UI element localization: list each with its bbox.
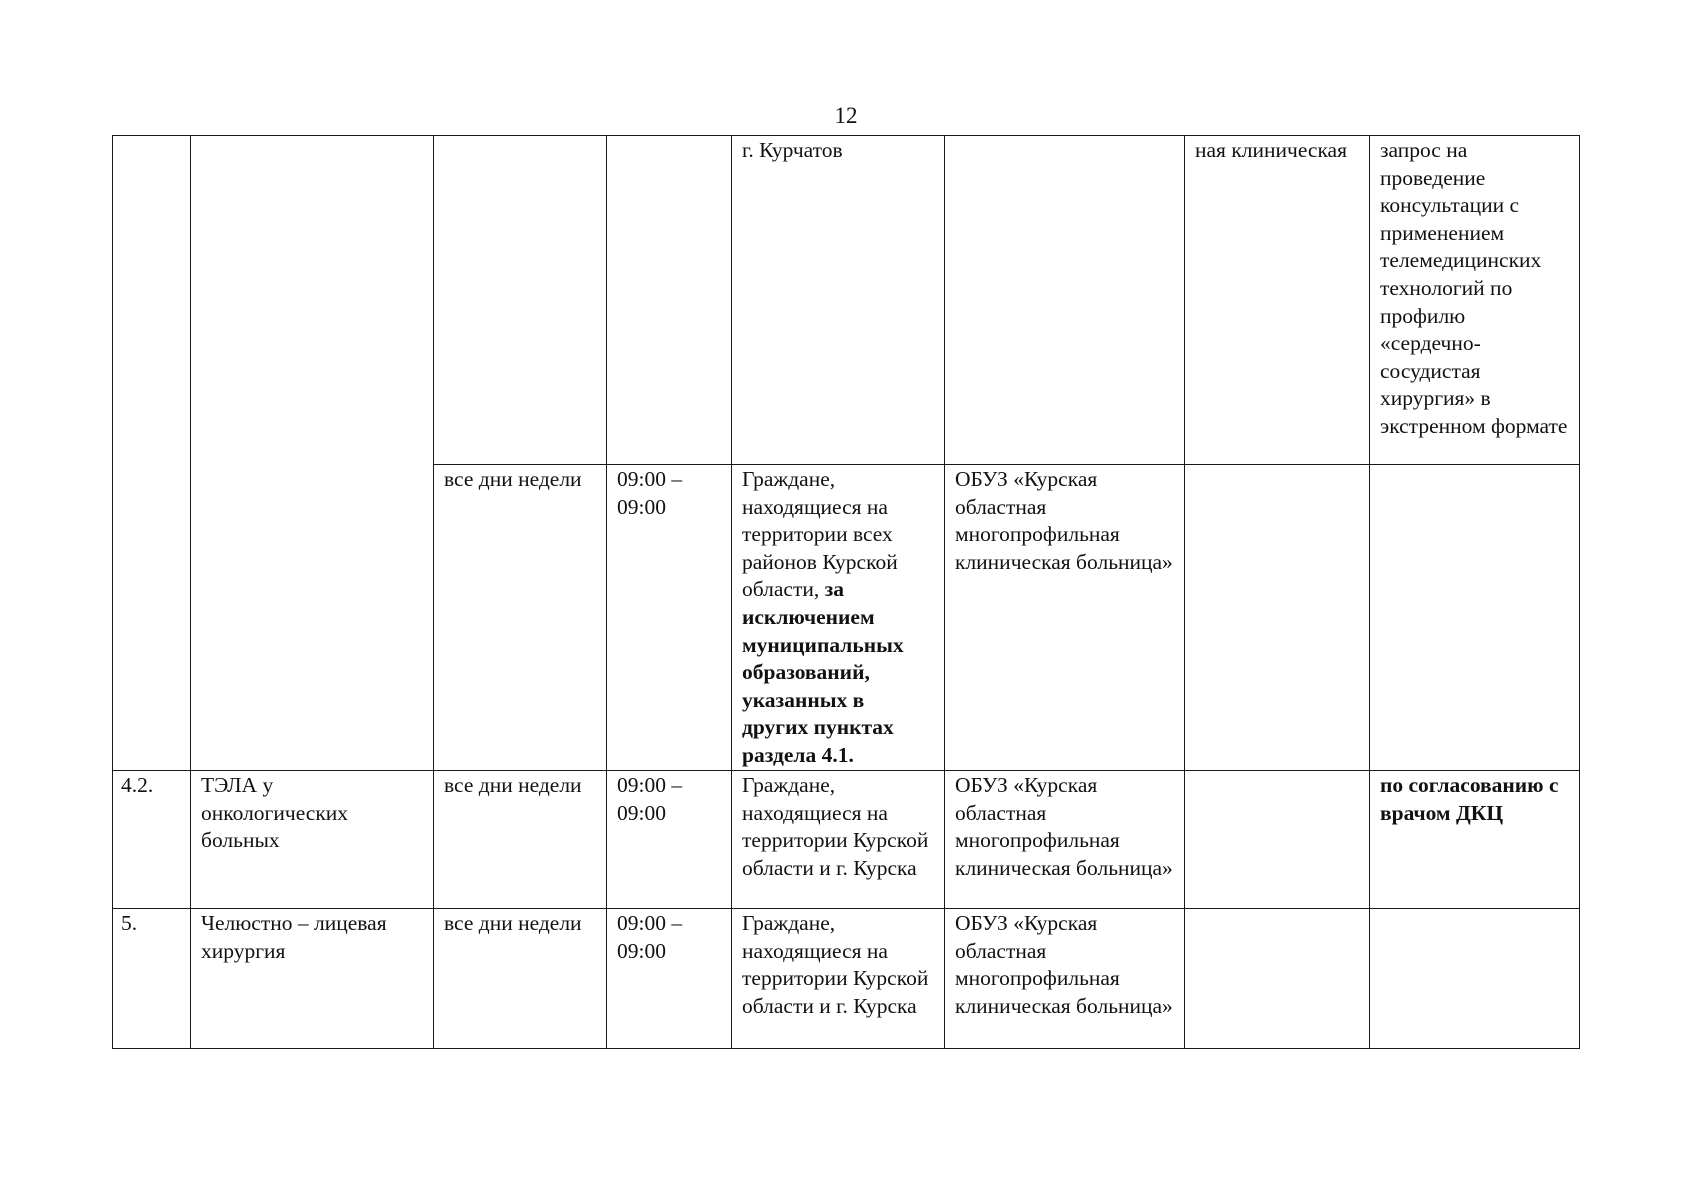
cell-category bbox=[1185, 465, 1370, 771]
cell-institution bbox=[945, 465, 1185, 771]
institution-text: ОБУЗ «Курская областная многопрофильная клиническая больница» bbox=[955, 467, 1173, 574]
page-number: 12 bbox=[834, 103, 858, 128]
institution-text: ОБУЗ «Курская областная многопрофильная клиническая больница» bbox=[955, 773, 1173, 880]
hours-text: 09:00 – 09:00 bbox=[617, 911, 683, 963]
days-text: все дни недели bbox=[444, 911, 582, 935]
cell-note-continuation bbox=[1370, 136, 1580, 465]
cell-note bbox=[1370, 771, 1580, 909]
hours-text: 09:00 – 09:00 bbox=[617, 467, 683, 519]
cell-note bbox=[1370, 909, 1580, 1049]
cell-category bbox=[1185, 909, 1370, 1049]
cell-institution bbox=[945, 909, 1185, 1049]
population-text: Граждане, находящиеся на территории Курской области и г. Курска bbox=[742, 773, 929, 880]
cell-number-continuation bbox=[113, 136, 191, 771]
cell-note bbox=[1370, 465, 1580, 771]
cell-days bbox=[434, 909, 607, 1049]
table-row-continuation bbox=[113, 136, 1580, 465]
population-exception-text: за исключением муниципальных образований, указанных в других пунктах раздела 4.1. bbox=[742, 577, 904, 767]
population-city: г. Курчатов bbox=[742, 138, 843, 162]
cell-category bbox=[1185, 771, 1370, 909]
cell-hours-continuation bbox=[607, 136, 732, 465]
category-text: ная клиническая bbox=[1195, 138, 1347, 162]
population-text: Граждане, находящиеся на территории всех районов Курской области, bbox=[742, 467, 898, 602]
profile-text: ТЭЛА у онкологических больных bbox=[201, 773, 349, 853]
cell-number bbox=[113, 771, 191, 909]
row-number: 4.2. bbox=[121, 773, 154, 797]
cell-population-continuation bbox=[732, 136, 945, 465]
days-text: все дни недели bbox=[444, 773, 582, 797]
table-row-4-2 bbox=[113, 771, 1580, 909]
cell-days-continuation bbox=[434, 136, 607, 465]
note-text: запрос на проведение консультации с применением телемедицинских технологий по профилю «сердечно-сосудистая хирургия» в экстренном формате bbox=[1380, 138, 1568, 438]
schedule-table bbox=[112, 135, 1580, 1049]
note-text: по согласованию с врачом ДКЦ bbox=[1380, 773, 1559, 825]
cell-days bbox=[434, 465, 607, 771]
cell-population bbox=[732, 465, 945, 771]
population-text: Граждане, находящиеся на территории Курской области и г. Курска bbox=[742, 911, 929, 1018]
cell-profile-continuation bbox=[191, 136, 434, 771]
cell-institution-continuation bbox=[945, 136, 1185, 465]
table-row-5 bbox=[113, 909, 1580, 1049]
cell-population bbox=[732, 909, 945, 1049]
row-number: 5. bbox=[121, 911, 138, 935]
cell-population bbox=[732, 771, 945, 909]
cell-number bbox=[113, 909, 191, 1049]
cell-profile bbox=[191, 771, 434, 909]
hours-text: 09:00 – 09:00 bbox=[617, 773, 683, 825]
cell-institution bbox=[945, 771, 1185, 909]
cell-hours bbox=[607, 909, 732, 1049]
days-text: все дни недели bbox=[444, 467, 582, 491]
cell-days bbox=[434, 771, 607, 909]
cell-profile bbox=[191, 909, 434, 1049]
institution-text: ОБУЗ «Курская областная многопрофильная клиническая больница» bbox=[955, 911, 1173, 1018]
cell-hours bbox=[607, 465, 732, 771]
cell-category-continuation bbox=[1185, 136, 1370, 465]
profile-text: Челюстно – лицевая хирургия bbox=[201, 911, 387, 963]
cell-hours bbox=[607, 771, 732, 909]
